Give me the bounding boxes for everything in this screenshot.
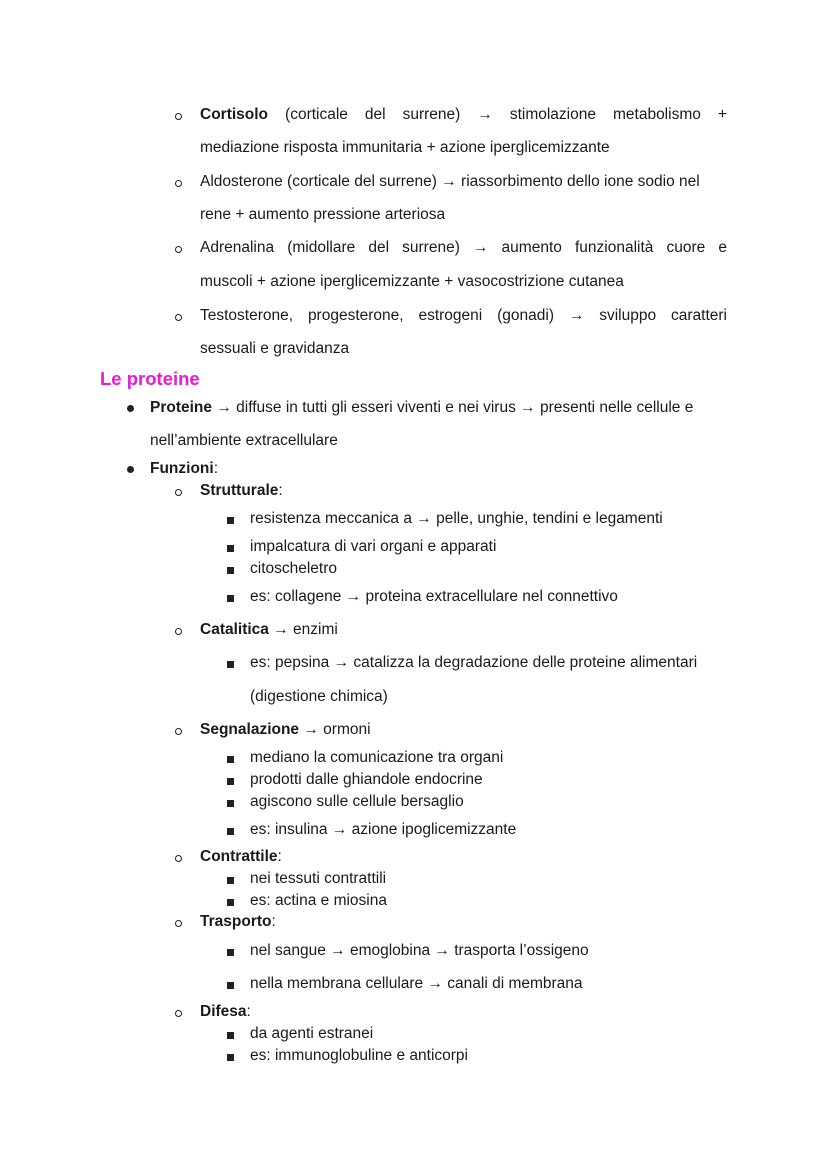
list-item: nei tessuti contrattili bbox=[250, 870, 387, 887]
square-bullet-icon bbox=[227, 982, 234, 989]
square-bullet-icon bbox=[227, 595, 234, 602]
group-trasporto-title: Trasporto: bbox=[200, 913, 276, 930]
square-bullet-icon bbox=[227, 949, 234, 956]
list-item: mediano la comunicazione tra organi bbox=[250, 749, 504, 766]
circle-bullet-icon bbox=[175, 113, 182, 120]
circle-bullet-icon bbox=[175, 920, 182, 927]
square-bullet-icon bbox=[227, 800, 234, 807]
square-bullet-icon bbox=[227, 1032, 234, 1039]
hormone-cortisolo-line1: Cortisolo (corticale del surrene) → stimolazione metabolismo + bbox=[200, 106, 727, 123]
group-segnalazione-title: Segnalazione → ormoni bbox=[200, 721, 371, 738]
square-bullet-icon bbox=[227, 567, 234, 574]
square-bullet-icon bbox=[227, 661, 234, 668]
square-bullet-icon bbox=[227, 899, 234, 906]
circle-bullet-icon bbox=[175, 314, 182, 321]
list-item: prodotti dalle ghiandole endocrine bbox=[250, 771, 483, 788]
hormone-adrenalina-line2: muscoli + azione iperglicemizzante + vasocostrizione cutanea bbox=[200, 273, 624, 290]
list-item: es: immunoglobuline e anticorpi bbox=[250, 1047, 468, 1064]
list-item: es: collagene → proteina extracellulare nel connettivo bbox=[250, 588, 618, 605]
section-title: Le proteine bbox=[100, 368, 200, 389]
list-item: nel sangue → emoglobina → trasporta l’ossigeno bbox=[250, 942, 589, 959]
disc-bullet-icon bbox=[127, 466, 134, 473]
term-cortisolo: Cortisolo bbox=[200, 106, 269, 123]
list-item: es: pepsina → catalizza la degradazione delle proteine alimentari bbox=[250, 654, 698, 671]
group-contrattile-title: Contrattile: bbox=[200, 848, 282, 865]
hormone-aldosterone-line1: Aldosterone (corticale del surrene) → riassorbimento dello ione sodio nel bbox=[200, 173, 700, 190]
square-bullet-icon bbox=[227, 877, 234, 884]
disc-bullet-icon bbox=[127, 405, 134, 412]
list-item: es: insulina → azione ipoglicemizzante bbox=[250, 821, 517, 838]
list-item: nella membrana cellulare → canali di membrana bbox=[250, 975, 583, 992]
term-proteine: Proteine bbox=[150, 399, 213, 416]
list-item: agiscono sulle cellule bersaglio bbox=[250, 793, 464, 810]
group-difesa-title: Difesa: bbox=[200, 1003, 251, 1020]
square-bullet-icon bbox=[227, 1054, 234, 1061]
circle-bullet-icon bbox=[175, 628, 182, 635]
hormone-sessuali-line2: sessuali e gravidanza bbox=[200, 340, 350, 357]
list-item-continuation: (digestione chimica) bbox=[250, 688, 388, 705]
hormone-adrenalina-line1: Adrenalina (midollare del surrene) → aumento funzionalità cuore e bbox=[200, 239, 727, 256]
hormone-cortisolo-line2: mediazione risposta immunitaria + azione iperglicemizzante bbox=[200, 139, 610, 156]
circle-bullet-icon bbox=[175, 180, 182, 187]
square-bullet-icon bbox=[227, 756, 234, 763]
circle-bullet-icon bbox=[175, 1010, 182, 1017]
square-bullet-icon bbox=[227, 778, 234, 785]
functions-label: Funzioni: bbox=[150, 460, 219, 477]
circle-bullet-icon bbox=[175, 246, 182, 253]
list-item: impalcatura di vari organi e apparati bbox=[250, 538, 497, 555]
circle-bullet-icon bbox=[175, 489, 182, 496]
circle-bullet-icon bbox=[175, 855, 182, 862]
group-strutturale-title: Strutturale: bbox=[200, 482, 283, 499]
group-catalitica-title: Catalitica → enzimi bbox=[200, 621, 338, 638]
proteins-line2: nell’ambiente extracellulare bbox=[150, 432, 338, 449]
hormone-sessuali-line1: Testosterone, progesterone, estrogeni (gonadi) → sviluppo caratteri bbox=[200, 307, 727, 324]
list-item: citoscheletro bbox=[250, 560, 338, 577]
list-item: es: actina e miosina bbox=[250, 892, 387, 909]
square-bullet-icon bbox=[227, 545, 234, 552]
square-bullet-icon bbox=[227, 828, 234, 835]
hormone-aldosterone-line2: rene + aumento pressione arteriosa bbox=[200, 206, 446, 223]
list-item: da agenti estranei bbox=[250, 1025, 374, 1042]
proteins-line1: Proteine → diffuse in tutti gli esseri viventi e nei virus → presenti nelle cellule e bbox=[150, 399, 694, 416]
list-item: resistenza meccanica a → pelle, unghie, tendini e legamenti bbox=[250, 510, 663, 527]
square-bullet-icon bbox=[227, 517, 234, 524]
circle-bullet-icon bbox=[175, 728, 182, 735]
